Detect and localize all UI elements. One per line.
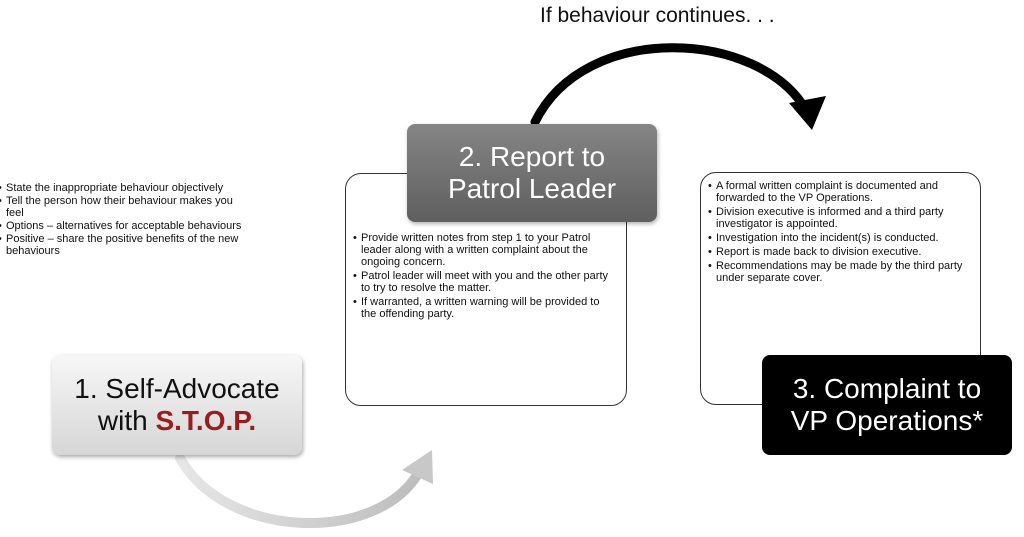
step2-title-line2: Patrol Leader: [447, 173, 617, 204]
step3-title-line1: 3. Complaint to: [792, 373, 982, 404]
list-item: • Provide written notes from step 1 to your Patrol leader along with a written complaint about the ongoing concern.: [353, 232, 615, 268]
list-item: • Recommendations may be made by the third party under separate cover.: [708, 260, 976, 284]
step2-card: [407, 124, 657, 222]
list-item: • Report is made back to division executive.: [708, 246, 976, 258]
escalation-arrow: [535, 48, 806, 122]
step2-title-line1: 2. Report to: [458, 141, 606, 172]
step1-title-line2: [74, 405, 279, 437]
step1-card: [52, 355, 302, 455]
progress-arrow: [180, 458, 420, 523]
step2-bullet-list: [353, 232, 615, 322]
list-item: • Division executive is informed and a third party investigator is appointed.: [708, 206, 976, 230]
list-item: • Tell the person how their behaviour makes you feel: [0, 195, 253, 219]
list-item: • Patrol leader will meet with you and the other party to try to resolve the matter.: [353, 270, 615, 294]
list-item: • A formal written complaint is documented and forwarded to the VP Operations.: [708, 180, 976, 204]
step1-bullet-list: [0, 182, 253, 258]
list-item: • Investigation into the incident(s) is conducted.: [708, 232, 976, 244]
list-item: • State the inappropriate behaviour objectively: [0, 182, 253, 194]
step3-bullet-list: [708, 180, 976, 286]
stop-acronym: S.T.O.P.: [155, 405, 257, 436]
step1-title-line1: 1. Self-Advocate: [74, 373, 280, 404]
list-item: • Options – alternatives for acceptable behaviours: [0, 220, 253, 232]
list-item: • If warranted, a written warning will be provided to the offending party.: [353, 296, 615, 320]
step3-title-line2: VP Operations*: [790, 405, 984, 436]
step3-card: [762, 355, 1012, 455]
escalation-caption: If behaviour continues. . .: [540, 4, 775, 27]
list-item: • Positive – share the positive benefits of the new behaviours: [0, 233, 253, 257]
step1-title-prefix: with: [97, 405, 156, 436]
